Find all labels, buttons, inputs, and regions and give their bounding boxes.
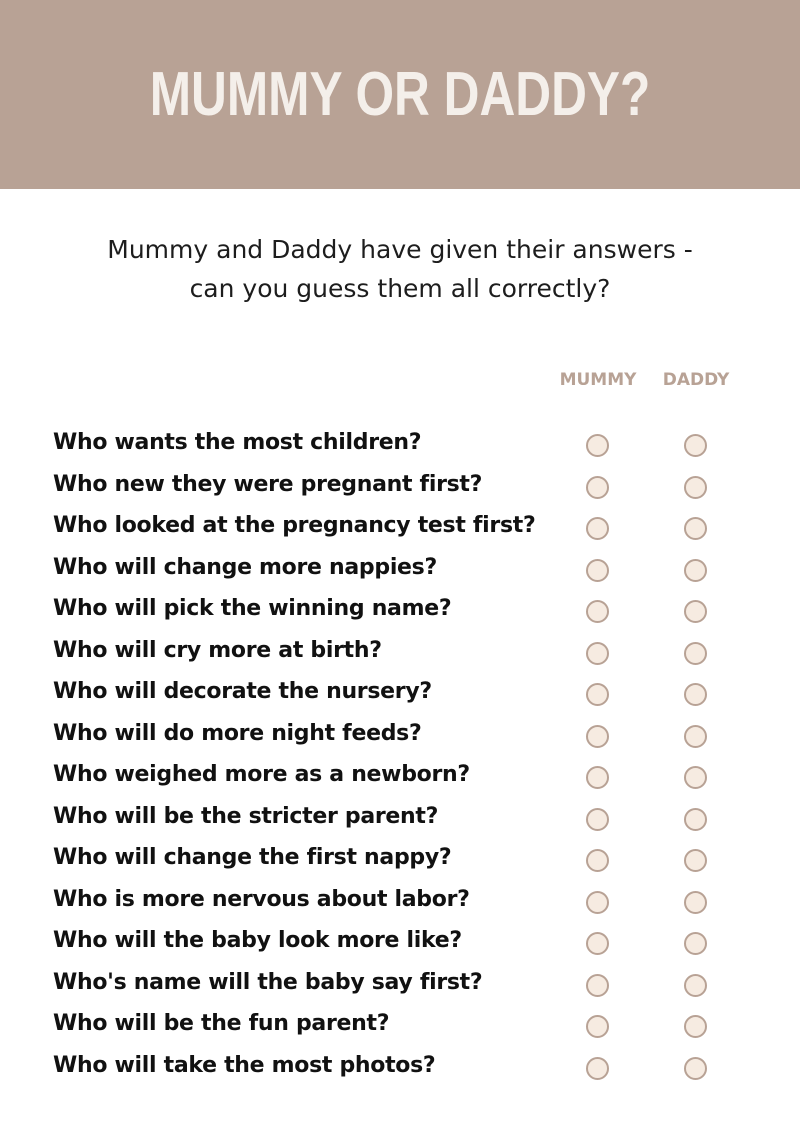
daddy-answer-circle[interactable]: [684, 766, 707, 789]
header-band: [0, 0, 800, 189]
mummy-answer-circle[interactable]: [586, 974, 609, 997]
question-text: Who will take the most photos?: [53, 1052, 436, 1078]
mummy-answer-circle[interactable]: [586, 766, 609, 789]
page-title: MUMMY OR DADDY?: [149, 60, 651, 129]
mummy-answer-circle[interactable]: [586, 1057, 609, 1080]
question-row: [0, 508, 800, 550]
question-row: [0, 923, 800, 965]
question-text: Who's name will the baby say first?: [53, 969, 483, 995]
question-text: Who new they were pregnant first?: [53, 471, 483, 497]
daddy-answer-circle[interactable]: [684, 1015, 707, 1038]
intro-line-1: Mummy and Daddy have given their answers -: [107, 235, 693, 264]
mummy-answer-circle[interactable]: [586, 642, 609, 665]
daddy-answer-circle[interactable]: [684, 683, 707, 706]
daddy-answer-circle[interactable]: [684, 725, 707, 748]
question-row: [0, 550, 800, 592]
question-list: [0, 425, 800, 1089]
question-text: Who weighed more as a newborn?: [53, 762, 470, 787]
mummy-answer-circle[interactable]: [586, 849, 609, 872]
question-text: Who will pick the winning name?: [53, 596, 452, 621]
daddy-answer-circle[interactable]: [684, 476, 707, 499]
question-text: Who will change more nappies?: [53, 554, 437, 580]
daddy-answer-circle[interactable]: [684, 849, 707, 872]
question-row: [0, 882, 800, 924]
daddy-answer-circle[interactable]: [684, 891, 707, 914]
question-text: Who will be the fun parent?: [53, 1011, 390, 1036]
question-row: [0, 425, 800, 467]
question-text: Who wants the most children?: [53, 430, 422, 455]
question-row: [0, 757, 800, 799]
mummy-answer-circle[interactable]: [586, 808, 609, 831]
question-row: [0, 591, 800, 633]
mummy-answer-circle[interactable]: [586, 683, 609, 706]
question-text: Who will decorate the nursery?: [53, 679, 432, 704]
mummy-answer-circle[interactable]: [586, 559, 609, 582]
question-row: [0, 467, 800, 509]
daddy-answer-circle[interactable]: [684, 932, 707, 955]
question-row: [0, 799, 800, 841]
mummy-answer-circle[interactable]: [586, 725, 609, 748]
mummy-answer-circle[interactable]: [586, 600, 609, 623]
daddy-answer-circle[interactable]: [684, 434, 707, 457]
question-text: Who will be the stricter parent?: [53, 803, 439, 829]
question-row: [0, 1048, 800, 1090]
question-row: [0, 674, 800, 716]
question-row: [0, 716, 800, 758]
daddy-answer-circle[interactable]: [684, 974, 707, 997]
column-header-daddy: DADDY: [662, 370, 730, 390]
mummy-answer-circle[interactable]: [586, 891, 609, 914]
mummy-answer-circle[interactable]: [586, 434, 609, 457]
intro-text: [0, 230, 800, 308]
question-text: Who will cry more at birth?: [53, 637, 382, 663]
mummy-answer-circle[interactable]: [586, 517, 609, 540]
daddy-answer-circle[interactable]: [684, 808, 707, 831]
question-text: Who will do more night feeds?: [53, 720, 422, 746]
mummy-answer-circle[interactable]: [586, 1015, 609, 1038]
mummy-answer-circle[interactable]: [586, 932, 609, 955]
question-text: Who will the baby look more like?: [53, 928, 462, 953]
question-text: Who will change the first nappy?: [53, 845, 452, 870]
daddy-answer-circle[interactable]: [684, 642, 707, 665]
question-row: [0, 1006, 800, 1048]
question-text: Who is more nervous about labor?: [53, 886, 470, 912]
question-row: [0, 965, 800, 1007]
column-header-mummy: MUMMY: [559, 370, 637, 390]
question-row: [0, 840, 800, 882]
question-row: [0, 633, 800, 675]
daddy-answer-circle[interactable]: [684, 1057, 707, 1080]
question-text: Who looked at the pregnancy test first?: [53, 513, 536, 538]
daddy-answer-circle[interactable]: [684, 559, 707, 582]
daddy-answer-circle[interactable]: [684, 517, 707, 540]
mummy-answer-circle[interactable]: [586, 476, 609, 499]
daddy-answer-circle[interactable]: [684, 600, 707, 623]
intro-line-2: can you guess them all correctly?: [189, 274, 611, 303]
